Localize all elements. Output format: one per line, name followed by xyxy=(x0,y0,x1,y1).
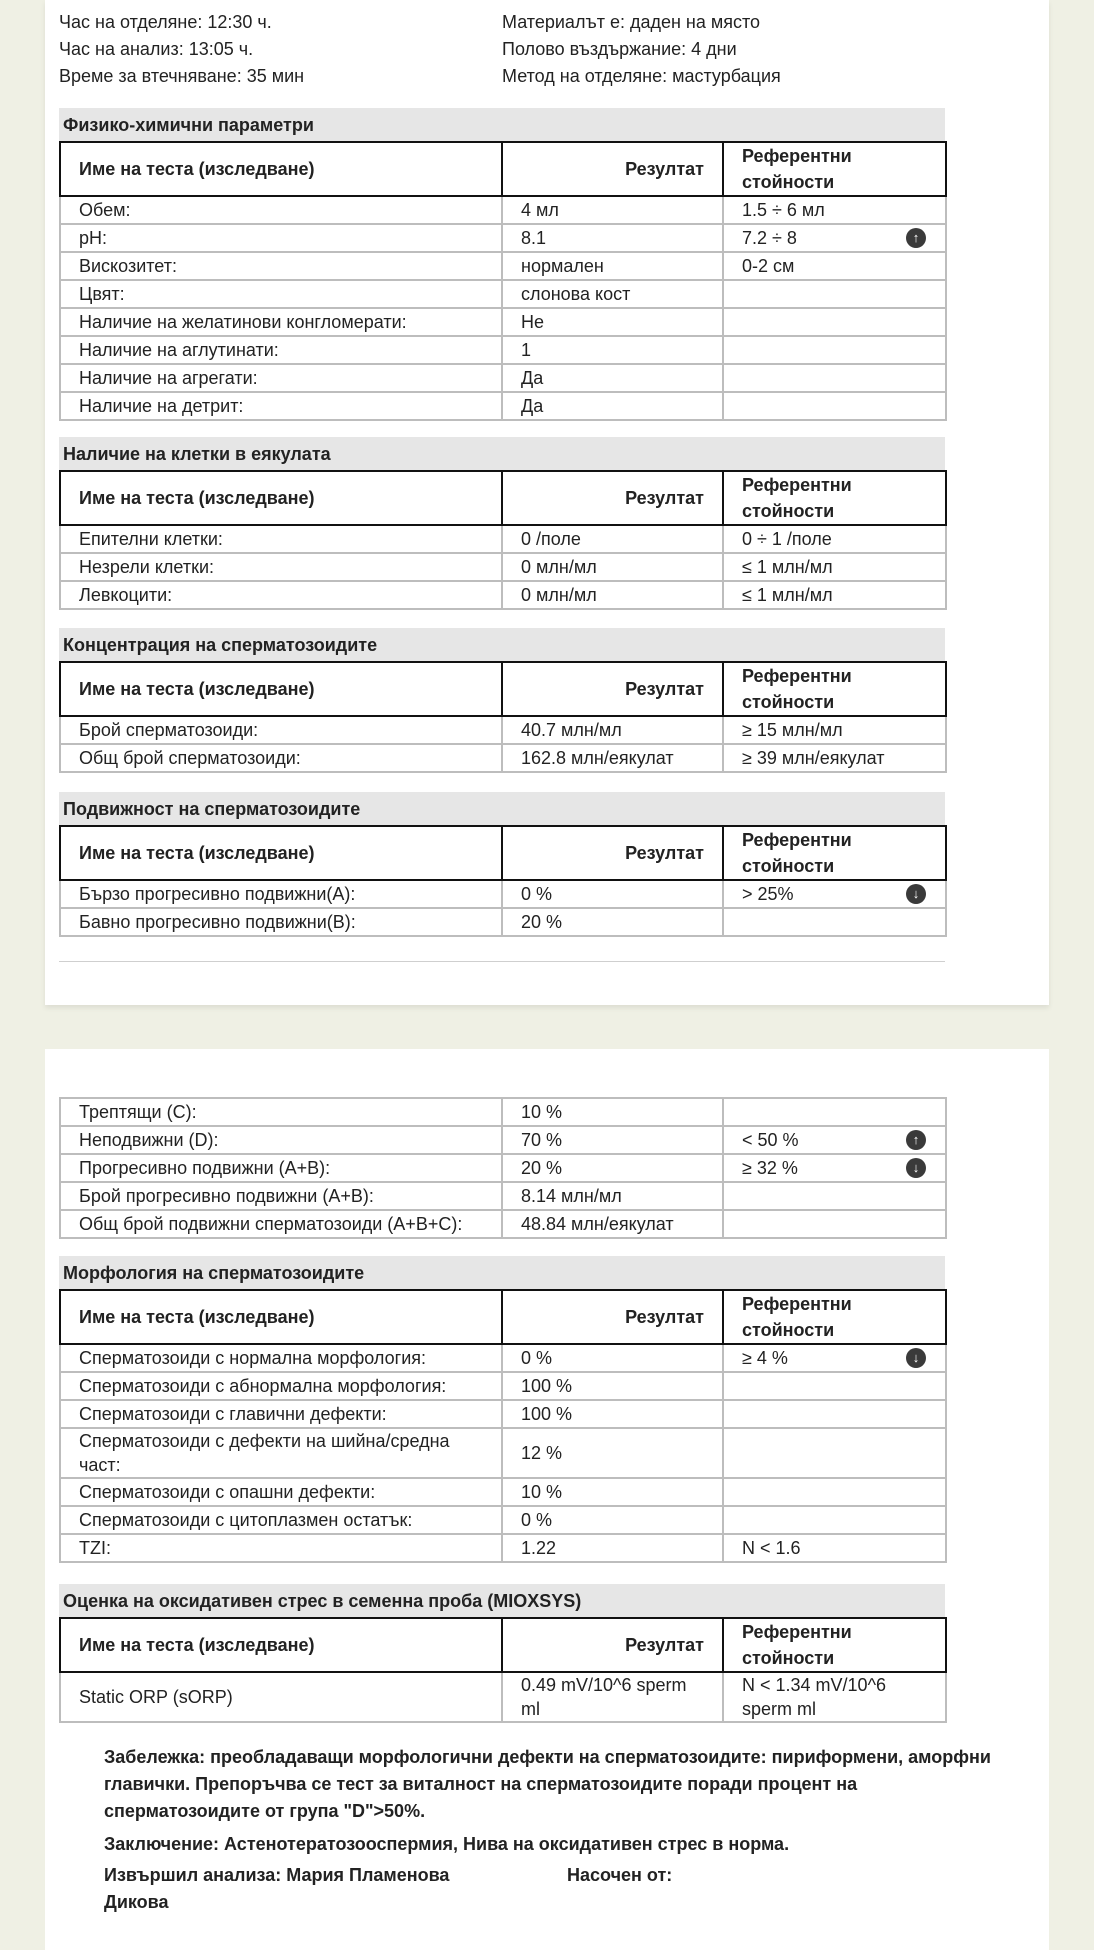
reference-text: < 50 % xyxy=(742,1130,799,1150)
liquefaction-time: Време за втечняване: 35 мин xyxy=(59,66,305,86)
test-result: 48.84 млн/еякулат xyxy=(502,1210,723,1238)
table-row xyxy=(60,553,946,581)
table-row xyxy=(60,525,946,553)
test-result: 4 мл xyxy=(502,196,723,224)
reference-text: > 25% xyxy=(742,884,794,904)
remarks-block xyxy=(104,1744,1004,1825)
header-result: Резултат xyxy=(502,142,723,196)
reference-value xyxy=(723,1154,946,1182)
test-result: Не xyxy=(502,308,723,336)
reference-value xyxy=(723,1506,946,1534)
table-row xyxy=(60,364,946,392)
header-reference-line2: стойности xyxy=(742,692,835,712)
test-result: 100 % xyxy=(502,1400,723,1428)
test-result: 1.22 xyxy=(502,1534,723,1562)
test-name: Сперматозоиди с главични дефекти: xyxy=(60,1400,502,1428)
reference-value xyxy=(723,1478,946,1506)
header-test-name: Име на теста (изследване) xyxy=(60,826,502,880)
table-row xyxy=(60,1372,946,1400)
test-name: Сперматозоиди с цитоплазмен остатък: xyxy=(60,1506,502,1534)
table-header-row xyxy=(60,1618,946,1672)
table-row xyxy=(60,196,946,224)
header-reference-line1: Референтни xyxy=(742,475,852,495)
header-test-name: Име на теста (изследване) xyxy=(60,471,502,525)
table-row xyxy=(60,1534,946,1562)
header-result: Резултат xyxy=(502,662,723,716)
test-result: 0.49 mV/10^6 sperm ml xyxy=(502,1672,723,1722)
header-reference-line1: Референтни xyxy=(742,146,852,166)
table-motility xyxy=(59,825,947,937)
table-row xyxy=(60,716,946,744)
test-name: Незрели клетки: xyxy=(60,553,502,581)
table-header-row xyxy=(60,662,946,716)
test-name: Наличие на аглутинати: xyxy=(60,336,502,364)
table-row xyxy=(60,581,946,609)
reference-value xyxy=(723,1372,946,1400)
reference-value xyxy=(723,336,946,364)
table-row xyxy=(60,908,946,936)
reference-text: ≥ 39 млн/еякулат xyxy=(742,748,885,768)
test-name: Наличие на желатинови конгломерати: xyxy=(60,308,502,336)
reference-value xyxy=(723,224,946,252)
header-reference-line2: стойности xyxy=(742,1648,835,1668)
test-result: слонова кост xyxy=(502,280,723,308)
table-row xyxy=(60,1154,946,1182)
reference-value xyxy=(723,196,946,224)
reference-value xyxy=(723,1182,946,1210)
test-result: 0 % xyxy=(502,1506,723,1534)
table-header-row xyxy=(60,1290,946,1344)
test-result: 70 % xyxy=(502,1126,723,1154)
test-name: Цвят: xyxy=(60,280,502,308)
performed-by-name: Извършил анализа: Мария Пламенова xyxy=(104,1865,450,1885)
table-row xyxy=(60,224,946,252)
reference-text: ≥ 4 % xyxy=(742,1348,788,1368)
reference-text: 7.2 ÷ 8 xyxy=(742,228,797,248)
reference-value xyxy=(723,1534,946,1562)
table-row xyxy=(60,744,946,772)
reference-text: 0-2 см xyxy=(742,256,795,276)
table-row xyxy=(60,1400,946,1428)
header-test-name: Име на теста (изследване) xyxy=(60,662,502,716)
reference-value xyxy=(723,280,946,308)
collection-time: Час на отделяне: 12:30 ч. xyxy=(59,12,272,32)
header-reference xyxy=(723,142,946,196)
test-name: Вискозитет: xyxy=(60,252,502,280)
header-test-name: Име на теста (изследване) xyxy=(60,142,502,196)
test-name: Левкоцити: xyxy=(60,581,502,609)
reference-text: N < 1.34 mV/10^6 sperm ml xyxy=(742,1675,887,1719)
reference-value xyxy=(723,1344,946,1372)
conclusion-block xyxy=(104,1831,1004,1858)
table-row xyxy=(60,1344,946,1372)
reference-value xyxy=(723,1126,946,1154)
test-result: 0 % xyxy=(502,1344,723,1372)
reference-value xyxy=(723,1428,946,1478)
header-reference-line1: Референтни xyxy=(742,666,852,686)
test-result: 40.7 млн/мл xyxy=(502,716,723,744)
test-name: TZI: xyxy=(60,1534,502,1562)
test-result: Да xyxy=(502,392,723,420)
reference-value xyxy=(723,1400,946,1428)
table-oxidative xyxy=(59,1617,947,1723)
test-result: 12 % xyxy=(502,1428,723,1478)
analysis-time: Час на анализ: 13:05 ч. xyxy=(59,39,254,59)
section-title-motility: Подвижност на сперматозоидите xyxy=(59,792,945,825)
reference-text: ≥ 32 % xyxy=(742,1158,798,1178)
header-reference-line2: стойности xyxy=(742,501,835,521)
test-result: 0 % xyxy=(502,880,723,908)
header-reference xyxy=(723,1290,946,1344)
collection-method: Метод на отделяне: мастурбация xyxy=(502,66,781,86)
test-name: Прогресивно подвижни (A+B): xyxy=(60,1154,502,1182)
test-name: Брой сперматозоиди: xyxy=(60,716,502,744)
reference-value xyxy=(723,308,946,336)
header-result: Резултат xyxy=(502,1618,723,1672)
reference-value xyxy=(723,553,946,581)
table-row xyxy=(60,1098,946,1126)
test-result: нормален xyxy=(502,252,723,280)
reference-value xyxy=(723,716,946,744)
test-name: Обем: xyxy=(60,196,502,224)
reference-value xyxy=(723,880,946,908)
header-reference-line1: Референтни xyxy=(742,830,852,850)
header-test-name: Име на теста (изследване) xyxy=(60,1618,502,1672)
table-row xyxy=(60,392,946,420)
header-reference-line1: Референтни xyxy=(742,1294,852,1314)
test-name: Наличие на агрегати: xyxy=(60,364,502,392)
test-result: Да xyxy=(502,364,723,392)
table-motility-continued xyxy=(59,1097,947,1239)
table-header-row xyxy=(60,142,946,196)
test-result: 0 /поле xyxy=(502,525,723,553)
section-title-morphology: Морфология на сперматозоидите xyxy=(59,1256,945,1289)
reference-value xyxy=(723,252,946,280)
test-name: Епителни клетки: xyxy=(60,525,502,553)
arrow-up-icon: ↑ xyxy=(906,228,926,248)
sample-info-left xyxy=(59,9,304,90)
test-name: Общ брой сперматозоиди: xyxy=(60,744,502,772)
test-name: Бавно прогресивно подвижни(B): xyxy=(60,908,502,936)
material-source: Материалът е: даден на място xyxy=(502,12,761,32)
header-result: Резултат xyxy=(502,471,723,525)
table-row xyxy=(60,336,946,364)
table-morphology xyxy=(59,1289,947,1563)
test-result: 8.1 xyxy=(502,224,723,252)
remark-text: Забележка: преобладаващи морфологични дефекти на сперматозоидите: пириформени, аморфни главички. Препоръчва се тест за виталност на сперматозоидите поради процент на сперматозоидите от група "D">50%. xyxy=(104,1747,991,1821)
table-row xyxy=(60,1478,946,1506)
test-result: 10 % xyxy=(502,1478,723,1506)
test-result: 20 % xyxy=(502,908,723,936)
reference-text: ≤ 1 млн/мл xyxy=(742,585,833,605)
sample-info-right xyxy=(502,9,781,90)
test-name: Неподвижни (D): xyxy=(60,1126,502,1154)
conclusion-text: Заключение: Астенотератозооспермия, Нива на оксидативен стрес в норма. xyxy=(104,1834,790,1854)
referred-by: Насочен от: xyxy=(567,1865,673,1885)
table-row xyxy=(60,252,946,280)
header-result: Резултат xyxy=(502,1290,723,1344)
table-row xyxy=(60,1210,946,1238)
test-name: Трептящи (C): xyxy=(60,1098,502,1126)
reference-value xyxy=(723,1210,946,1238)
header-reference xyxy=(723,826,946,880)
table-row xyxy=(60,1182,946,1210)
table-physchem xyxy=(59,141,947,421)
test-name: Сперматозоиди с опашни дефекти: xyxy=(60,1478,502,1506)
performed-by xyxy=(104,1862,449,1916)
section-title-concentration: Концентрация на сперматозоидите xyxy=(59,628,945,661)
performed-by-surname: Дикова xyxy=(104,1892,169,1912)
test-name: Сперматозоиди с абнормална морфология: xyxy=(60,1372,502,1400)
section-title-cells: Наличие на клетки в еякулата xyxy=(59,437,945,470)
reference-text: ≥ 15 млн/мл xyxy=(742,720,843,740)
test-name: Бързо прогресивно подвижни(A): xyxy=(60,880,502,908)
arrow-down-icon: ↓ xyxy=(906,884,926,904)
test-name: pH: xyxy=(60,224,502,252)
arrow-down-icon: ↓ xyxy=(906,1348,926,1368)
reference-text: ≤ 1 млн/мл xyxy=(742,557,833,577)
table-row xyxy=(60,308,946,336)
header-reference-line2: стойности xyxy=(742,1320,835,1340)
reference-text: 1.5 ÷ 6 мл xyxy=(742,200,825,220)
reference-value xyxy=(723,1098,946,1126)
test-result: 20 % xyxy=(502,1154,723,1182)
reference-value xyxy=(723,581,946,609)
test-name: Сперматозоиди с нормална морфология: xyxy=(60,1344,502,1372)
table-header-row xyxy=(60,471,946,525)
reference-value xyxy=(723,392,946,420)
test-result: 10 % xyxy=(502,1098,723,1126)
test-result: 100 % xyxy=(502,1372,723,1400)
arrow-down-icon: ↓ xyxy=(906,1158,926,1178)
table-row xyxy=(60,280,946,308)
header-reference xyxy=(723,662,946,716)
reference-value xyxy=(723,1672,946,1722)
header-reference xyxy=(723,471,946,525)
header-reference-line2: стойности xyxy=(742,856,835,876)
arrow-up-icon: ↑ xyxy=(906,1130,926,1150)
test-result: 0 млн/мл xyxy=(502,553,723,581)
test-name: Сперматозоиди с дефекти на шийна/средна част: xyxy=(60,1428,502,1478)
table-header-row xyxy=(60,826,946,880)
reference-value xyxy=(723,744,946,772)
test-name: Брой прогресивно подвижни (A+B): xyxy=(60,1182,502,1210)
table-row xyxy=(60,1672,946,1722)
header-reference-line2: стойности xyxy=(742,172,835,192)
section-title-oxidative: Оценка на оксидативен стрес в семенна проба (MIOXSYS) xyxy=(59,1584,945,1617)
table-row xyxy=(60,880,946,908)
abstinence: Полово въздържание: 4 дни xyxy=(502,39,737,59)
test-result: 162.8 млн/еякулат xyxy=(502,744,723,772)
table-concentration xyxy=(59,661,947,773)
test-result: 1 xyxy=(502,336,723,364)
table-row xyxy=(60,1428,946,1478)
test-name: Общ брой подвижни сперматозоиди (A+B+C): xyxy=(60,1210,502,1238)
test-result: 8.14 млн/мл xyxy=(502,1182,723,1210)
test-name: Наличие на детрит: xyxy=(60,392,502,420)
reference-value xyxy=(723,525,946,553)
table-cells xyxy=(59,470,947,610)
header-result: Резултат xyxy=(502,826,723,880)
reference-text: N < 1.6 xyxy=(742,1538,801,1558)
reference-value xyxy=(723,364,946,392)
reference-value xyxy=(723,908,946,936)
test-name: Static ORP (sORP) xyxy=(60,1672,502,1722)
reference-text: 0 ÷ 1 /поле xyxy=(742,529,832,549)
table-row xyxy=(60,1506,946,1534)
page-divider xyxy=(59,961,945,962)
test-result: 0 млн/мл xyxy=(502,581,723,609)
header-reference xyxy=(723,1618,946,1672)
header-test-name: Име на теста (изследване) xyxy=(60,1290,502,1344)
section-title-physchem: Физико-химични параметри xyxy=(59,108,945,141)
header-reference-line1: Референтни xyxy=(742,1622,852,1642)
table-row xyxy=(60,1126,946,1154)
